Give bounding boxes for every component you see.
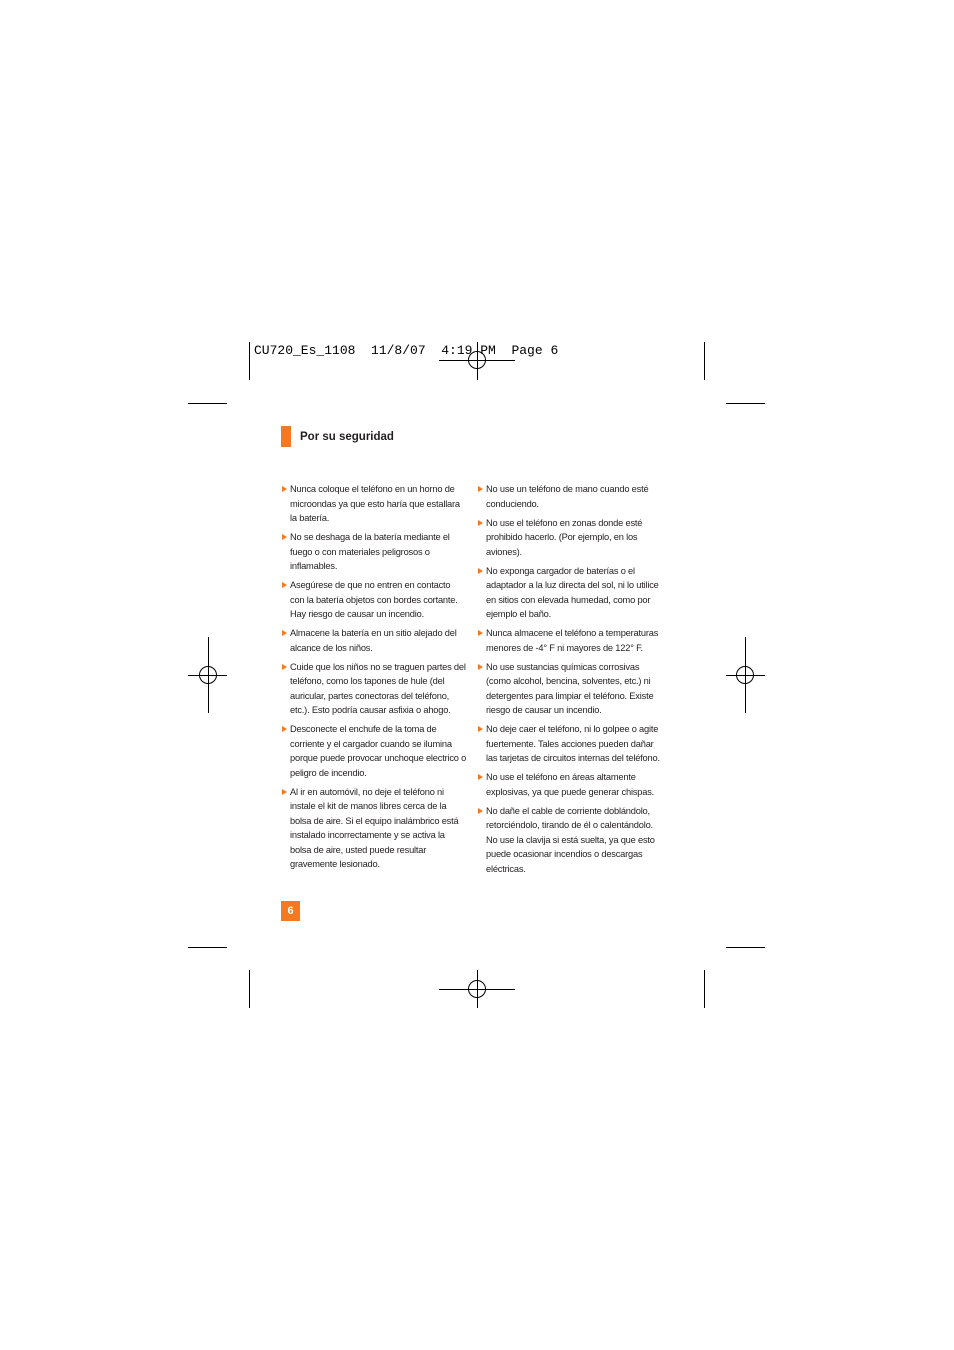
list-item-text: Al ir en automóvil, no deje el teléfono ni instale el kit de manos libres cerca de la bolsa de aire. Si el equipo inalámbrico está instalado incorrectamente y se activa la bolsa de aire, usted puede resultar gravemente lesionado. xyxy=(290,786,459,869)
list-item xyxy=(281,482,467,526)
section-marker xyxy=(281,426,291,447)
list-item xyxy=(281,722,467,780)
list-item-text: No dañe el cable de corriente doblándolo, retorciéndolo, tirando de él o calentándolo. No use la clavija si está suelta, ya que esto puede ocasionar incendios o descargas eléctricas. xyxy=(486,805,655,874)
left-column xyxy=(281,482,467,876)
registration-target xyxy=(736,666,754,684)
crop-mark xyxy=(249,970,250,1008)
list-item-text: No exponga cargador de baterías o el adaptador a la luz directa del sol, ni lo utilice en sitios con elevada humedad, como por ejemplo el baño. xyxy=(486,565,659,619)
section-title: Por su seguridad xyxy=(300,431,394,443)
bullet-arrow-icon xyxy=(282,726,287,732)
list-item xyxy=(477,482,663,511)
list-item xyxy=(477,626,663,655)
crop-mark xyxy=(704,970,705,1008)
list-item-text: No use sustancias químicas corrosivas (como alcohol, bencina, solventes, etc.) ni detergentes para limpiar el teléfono. Existe riesgo de causar un incendio. xyxy=(486,661,654,715)
list-item xyxy=(281,626,467,655)
list-item xyxy=(477,770,663,799)
list-item-text: No use un teléfono de mano cuando esté conduciendo. xyxy=(486,484,649,509)
bullet-arrow-icon xyxy=(478,726,483,732)
crop-mark xyxy=(726,947,765,948)
bullet-arrow-icon xyxy=(478,568,483,574)
bullet-arrow-icon xyxy=(282,630,287,636)
list-item xyxy=(477,660,663,718)
list-item-text: No deje caer el teléfono, ni lo golpee o agite fuertemente. Tales acciones pueden dañar las tarjetas de circuitos internas del teléfono. xyxy=(486,724,660,763)
list-item xyxy=(281,530,467,574)
bullet-arrow-icon xyxy=(478,486,483,492)
list-item-text: Asegúrese de que no entren en contacto con la batería objetos con bordes cortante. Hay riesgo de causar un incendio. xyxy=(290,580,458,619)
list-item-text: No use el teléfono en áreas altamente explosivas, ya que puede generar chispas. xyxy=(486,772,655,797)
list-item-text: Nunca coloque el teléfono en un horno de microondas ya que esto haría que estallara la batería. xyxy=(290,484,460,523)
list-item-text: Cuide que los niños no se traguen partes del teléfono, como los tapones de hule (del auricular, partes conectoras del teléfono, etc.). Esto podría causar asfixia o ahogo. xyxy=(290,661,466,715)
list-item xyxy=(477,564,663,622)
page-number: 6 xyxy=(281,901,300,921)
list-item-text: Desconecte el enchufe de la toma de corriente y el cargador cuando se ilumina porque puede provocar unchoque electrico o peligro de incendio. xyxy=(290,724,467,778)
list-item-text: Nunca almacene el teléfono a temperaturas menores de -4° F ni mayores de 122° F. xyxy=(486,628,659,653)
bullet-arrow-icon xyxy=(478,808,483,814)
list-item xyxy=(281,578,467,622)
crop-mark xyxy=(188,947,227,948)
list-item-text: No se deshaga de la batería mediante el fuego o con materiales peligrosos o inflamables. xyxy=(290,532,450,571)
crop-mark xyxy=(726,403,765,404)
list-item xyxy=(281,785,467,872)
bullet-arrow-icon xyxy=(478,774,483,780)
bullet-arrow-icon xyxy=(282,534,287,540)
registration-target xyxy=(468,980,486,998)
bullet-arrow-icon xyxy=(282,789,287,795)
list-item-text: No use el teléfono en zonas donde esté prohibido hacerlo. (Por ejemplo, en los aviones). xyxy=(486,517,643,557)
right-column xyxy=(477,482,663,881)
crop-mark xyxy=(249,342,250,380)
list-item-text: Almacene la batería en un sitio alejado del alcance de los niños. xyxy=(290,628,457,653)
registration-target xyxy=(199,666,217,684)
list-item xyxy=(477,804,663,877)
bullet-arrow-icon xyxy=(282,486,287,492)
list-item xyxy=(281,660,467,718)
crop-mark xyxy=(188,403,227,404)
bullet-arrow-icon xyxy=(282,582,287,588)
crop-mark xyxy=(704,342,705,380)
bullet-arrow-icon xyxy=(478,630,483,636)
list-item xyxy=(477,722,663,766)
print-slug: CU720_Es_1108 11/8/07 4:19 PM Page 6 xyxy=(254,343,559,358)
bullet-arrow-icon xyxy=(478,520,483,526)
list-item xyxy=(477,516,663,560)
bullet-arrow-icon xyxy=(478,664,483,670)
bullet-arrow-icon xyxy=(282,664,287,670)
